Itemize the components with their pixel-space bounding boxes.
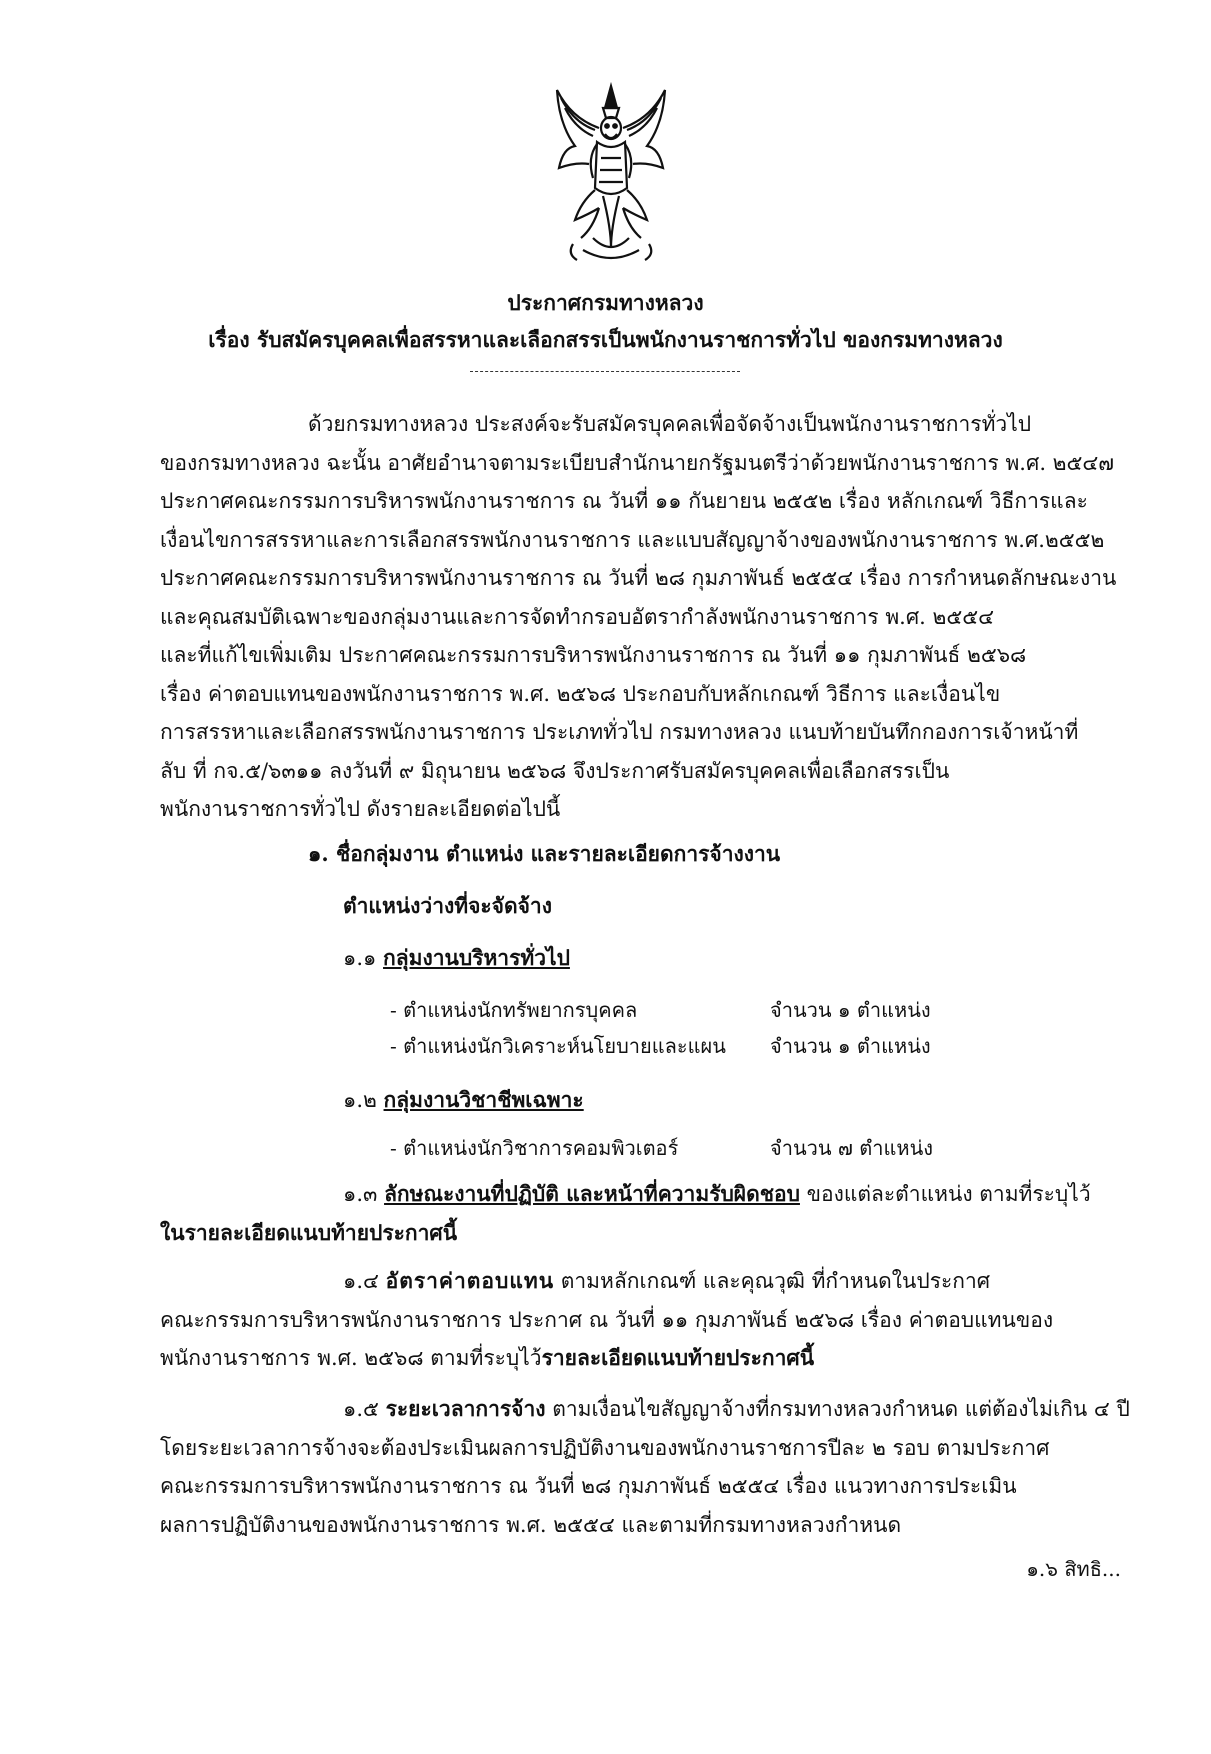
intro-line: ประกาศคณะกรรมการบริหารพนักงานราชการ ณ วันที่ ๑๑ กันยายน ๒๕๕๒ เรื่อง หลักเกณฑ์ วิธีการและ	[160, 489, 1088, 513]
item15-line: โดยระยะเวลาการจ้างจะต้องประเมินผลการปฏิบัติงานของพนักงานราชการปีละ ๒ รอบ ตามประกาศ	[160, 1435, 1050, 1460]
item15-line: ผลการปฏิบัติงานของพนักงานราชการ พ.ศ. ๒๕๕๔ และตามที่กรมทางหลวงกำหนด	[160, 1512, 902, 1537]
intro-line: ประกาศคณะกรรมการบริหารพนักงานราชการ ณ วันที่ ๒๘ กุมภาพันธ์ ๒๕๕๔ เรื่อง การกำหนดลักษณะงาน	[160, 566, 1117, 590]
group1-heading	[343, 942, 570, 975]
item15-rest: ตามเงื่อนไขสัญญาจ้างที่กรมทางหลวงกำหนด แต่ต้องไม่เกิน ๔ ปี	[545, 1397, 1130, 1421]
item13-line2: ในรายละเอียดแนบท้ายประกาศนี้	[160, 1219, 458, 1245]
intro-line: ลับ ที่ กจ.๕/๖๓๑๑ ลงวันที่ ๙ มิถุนายน ๒๕๖๘ จึงประกาศรับสมัครบุคคลเพื่อเลือกสรรเป็น	[160, 758, 950, 783]
item14-line1	[160, 1262, 1120, 1301]
intro-line: และที่แก้ไขเพิ่มเติม ประกาศคณะกรรมการบริหารพนักงานราชการ ณ วันที่ ๑๑ กุมภาพันธ์ ๒๕๖๘	[160, 643, 1027, 667]
intro-line: เรื่อง ค่าตอบแทนของพนักงานราชการ พ.ศ. ๒๕๖๘ ประกอบกับหลักเกณฑ์ วิธีการ และเงื่อนไข	[160, 681, 1001, 706]
item14-line3a: พนักงานราชการ พ.ศ. ๒๕๖๘ ตามที่ระบุไว้	[160, 1346, 542, 1370]
item15-label: ระยะเวลาการจ้าง	[385, 1396, 546, 1421]
intro-line: การสรรหาและเลือกสรรพนักงานราชการ ประเภททั่วไป กรมทางหลวง แนบท้ายบันทึกกองการเจ้าหน้าที่	[160, 720, 1079, 744]
intro-paragraph	[160, 405, 1120, 829]
position-count: จำนวน ๗ ตำแหน่ง	[770, 1136, 934, 1160]
group2-name: กลุ่มงานวิชาชีพเฉพาะ	[383, 1087, 584, 1112]
position-title: - ตำแหน่งนักทรัพยากรบุคคล	[390, 998, 638, 1022]
position-count: จำนวน ๑ ตำแหน่ง	[770, 998, 931, 1022]
intro-line: พนักงานราชการทั่วไป ดังรายละเอียดต่อไปนี้	[160, 797, 561, 821]
continuation-marker: ๑.๖ สิทธิ...	[1026, 1557, 1121, 1581]
item14-line2: คณะกรรมการบริหารพนักงานราชการ ประกาศ ณ วันที่ ๑๑ กุมภาพันธ์ ๒๕๖๘ เรื่อง ค่าตอบแทนของ	[160, 1307, 1054, 1332]
announcement-subject: เรื่อง รับสมัครบุคคลเพื่อสรรหาและเลือกสรรเป็นพนักงานราชการทั่วไป ของกรมทางหลวง	[208, 327, 1003, 352]
item14-line3b: รายละเอียดแนบท้ายประกาศนี้	[541, 1345, 815, 1370]
position-title: - ตำแหน่งนักวิเคราะห์นโยบายและแผน	[390, 1034, 726, 1058]
position-title: - ตำแหน่งนักวิชาการคอมพิวเตอร์	[390, 1136, 679, 1160]
item14-paragraph	[160, 1262, 1120, 1378]
item15-line: คณะกรรมการบริหารพนักงานราชการ ณ วันที่ ๒๘ กุมภาพันธ์ ๒๕๕๔ เรื่อง แนวทางการประเมิน	[160, 1474, 1017, 1498]
item14-label: อัตราค่าตอบแทน	[385, 1268, 555, 1293]
item13-line1	[160, 1175, 1120, 1214]
announcement-title: ประกาศกรมทางหลวง	[507, 290, 704, 315]
item13-paragraph	[160, 1175, 1120, 1252]
item15-number: ๑.๕	[343, 1397, 379, 1421]
group2-number: ๑.๒	[343, 1088, 377, 1112]
item14-line3	[160, 1339, 1120, 1378]
garuda-emblem-icon	[553, 78, 669, 268]
title-divider	[470, 371, 740, 372]
vacancy-heading: ตำแหน่งว่างที่จะจัดจ้าง	[343, 893, 552, 918]
intro-line: เงื่อนไขการสรรหาและการเลือกสรรพนักงานราชการ และแบบสัญญาจ้างของพนักงานราชการ พ.ศ.๒๕๕๒	[160, 527, 1105, 552]
section1-heading: ๑. ชื่อกลุ่มงาน ตำแหน่ง และรายละเอียดการจ้างงาน	[308, 841, 781, 866]
item14-rest: ตามหลักเกณฑ์ และคุณวุฒิ ที่กำหนดในประกาศ	[554, 1269, 991, 1293]
position-count: จำนวน ๑ ตำแหน่ง	[770, 1034, 931, 1058]
intro-line: ของกรมทางหลวง ฉะนั้น อาศัยอำนาจตามระเบียบสำนักนายกรัฐมนตรีว่าด้วยพนักงานราชการ พ.ศ. ๒๕๔๗	[160, 450, 1115, 475]
intro-line: ด้วยกรมทางหลวง ประสงค์จะรับสมัครบุคคลเพื่อจัดจ้างเป็นพนักงานราชการทั่วไป	[308, 412, 1032, 436]
item13-rest: ของแต่ละตำแหน่ง ตามที่ระบุไว้	[799, 1182, 1091, 1206]
group1-number: ๑.๑	[343, 946, 377, 970]
item15-paragraph	[160, 1390, 1130, 1544]
item15-line1	[160, 1390, 1130, 1429]
group2-heading	[343, 1084, 584, 1117]
item14-number: ๑.๔	[343, 1269, 379, 1293]
intro-line: และคุณสมบัติเฉพาะของกลุ่มงานและการจัดทำกรอบอัตรากำลังพนักงานราชการ พ.ศ. ๒๕๕๔	[160, 604, 995, 629]
item13-number: ๑.๓	[343, 1182, 378, 1206]
group1-name: กลุ่มงานบริหารทั่วไป	[383, 945, 570, 970]
item13-label: ลักษณะงานที่ปฏิบัติ และหน้าที่ความรับผิดชอบ	[384, 1181, 800, 1206]
